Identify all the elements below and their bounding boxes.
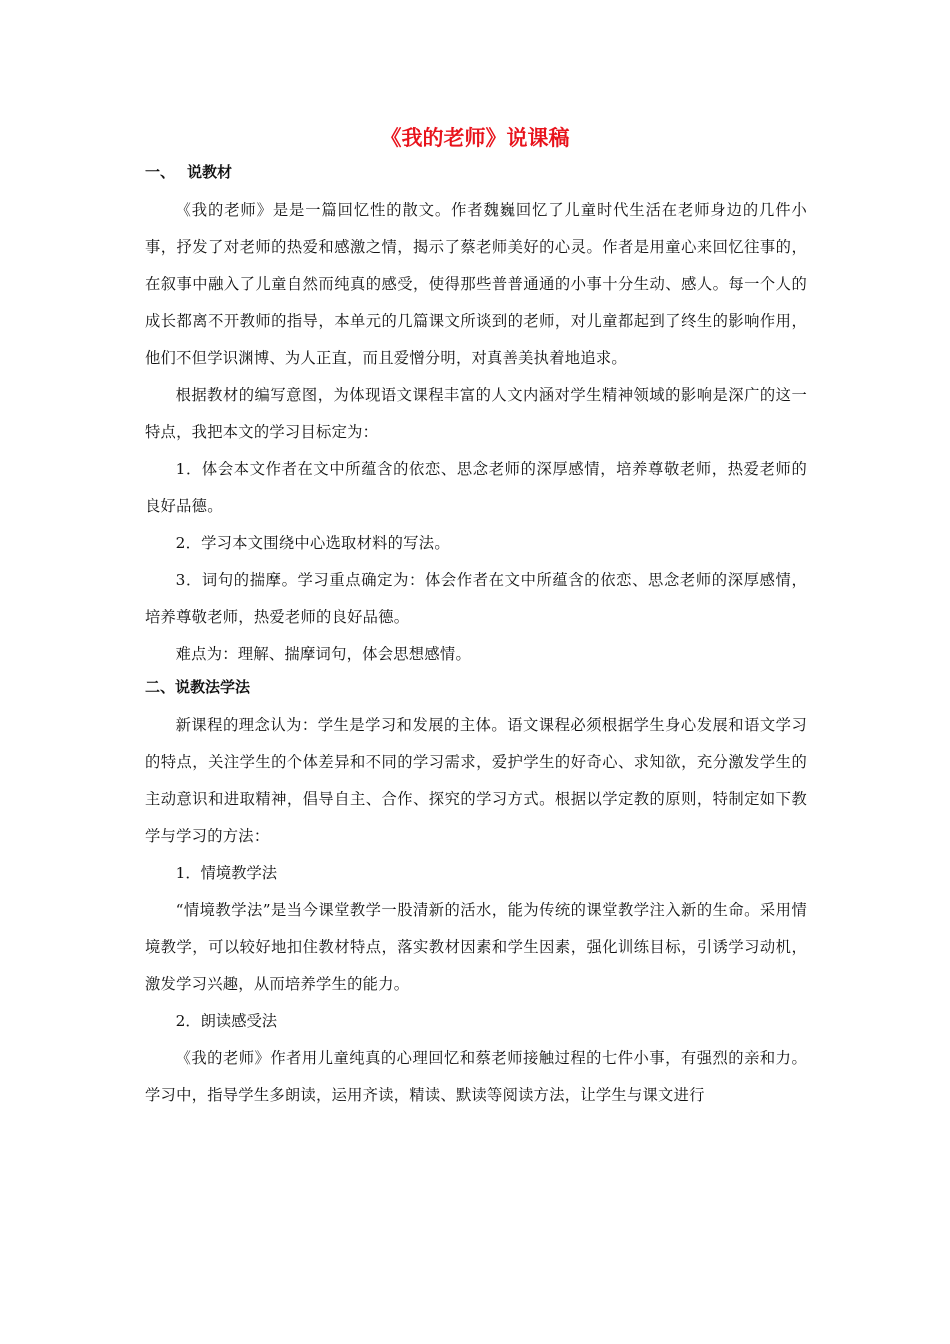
- document-body: [145, 160, 807, 1114]
- section-heading-2: [145, 675, 807, 699]
- paragraph: 《我的老师》是是一篇回忆性的散文。作者魏巍回忆了儿童时代生活在老师身边的几件小事，抒发了对老师的热爱和感激之情，揭示了蔡老师美好的心灵。作者是用童心来回忆往事的，在叙事中融入了儿童自然而纯真的感受，使得那些普普通通的小事十分生动、感人。每一个人的成长都离不开教师的指导，本单元的几篇课文所谈到的老师，对儿童都起到了终生的影响作用，他们不但学识渊博、为人正直，而且爱憎分明，对真善美执着地追求。: [145, 201, 807, 367]
- paragraph: 新课程的理念认为：学生是学习和发展的主体。语文课程必须根据学生身心发展和语文学习的特点，关注学生的个体差异和不同的学习需求，爱护学生的好奇心、求知欲，充分激发学生的主动意识和进取精神，倡导自主、合作、探究的学习方式。根据以学定教的原则，特制定如下教学与学习的方法：: [145, 716, 807, 845]
- section-title: 说教材: [187, 163, 233, 181]
- section-title: 说教法学法: [175, 678, 251, 696]
- list-item: 3．词句的揣摩。学习重点确定为：体会作者在文中所蕴含的依恋、思念老师的深厚感情，培养尊敬老师，热爱老师的良好品德。: [145, 571, 807, 626]
- paragraph: 根据教材的编写意图，为体现语文课程丰富的人文内涵对学生精神领域的影响是深广的这一特点，我把本文的学习目标定为：: [145, 386, 807, 441]
- section-number: 二、: [145, 678, 176, 696]
- list-item: 1．体会本文作者在文中所蕴含的依恋、思念老师的深厚感情，培养尊敬老师，热爱老师的良好品德。: [145, 460, 807, 515]
- subheading: 2．朗读感受法: [175, 1012, 278, 1030]
- paragraph: 《我的老师》作者用儿童纯真的心理回忆和蔡老师接触过程的七件小事，有强烈的亲和力。学习中，指导学生多朗读，运用齐读，精读、默读等阅读方法，让学生与课文进行: [145, 1049, 807, 1104]
- paragraph: 难点为：理解、揣摩词句，体会思想感情。: [175, 645, 471, 663]
- document-title: 《我的老师》说课稿: [380, 126, 570, 150]
- subheading: 1．情境教学法: [175, 864, 278, 882]
- section-number: 一、: [145, 163, 176, 181]
- list-item: 2．学习本文围绕中心选取材料的写法。: [175, 534, 450, 552]
- section-heading-1: [145, 160, 807, 184]
- paragraph: “情境教学法”是当今课堂教学一股清新的活水，能为传统的课堂教学注入新的生命。采用情境教学，可以较好地扣住教材特点，落实教材因素和学生因素，强化训练目标，引诱学习动机，激发学习兴趣，从而培养学生的能力。: [145, 901, 807, 993]
